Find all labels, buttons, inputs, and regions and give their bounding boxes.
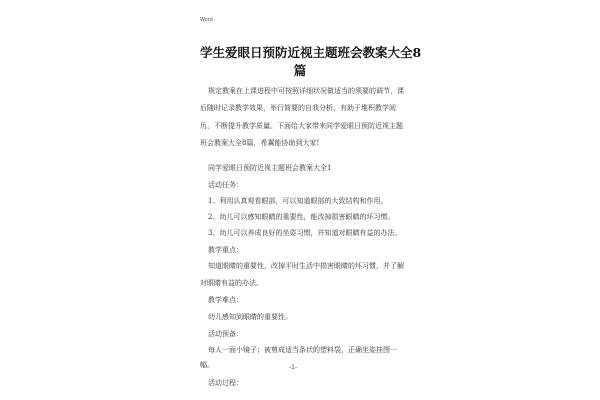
app-tag: Word xyxy=(200,17,213,23)
body-line: 教学难点： xyxy=(208,296,243,304)
body-line: 幅。 xyxy=(200,361,214,369)
body-line: 对眼睛有益的办法。 xyxy=(200,279,263,287)
intro-line: 规定教案在上课进程中可按照详细状况做适当的须要的调节，课 xyxy=(208,87,404,95)
body-line: 2、幼儿可以感知眼睛的重要性，能改掉损害眼睛的坏习惯。 xyxy=(208,213,395,221)
body-line: 教学重点： xyxy=(208,246,243,254)
body-line: 幼儿感知到眼睛的重要性。 xyxy=(208,313,292,321)
body-line: 活动任务： xyxy=(208,181,243,189)
intro-line: 历，不断提升教学质量。下面给大家带来同学爱眼日预防近视主题 xyxy=(200,122,403,130)
body-line: 活动预备： xyxy=(208,330,243,338)
body-line: 1、利用认真观看眼部，可以知道眼部的大致结构和作用。 xyxy=(208,197,388,205)
intro-line: 后随时记录教学效果，举行简要的自我分析，有助于堆积教学阅 xyxy=(200,104,396,112)
page-number: -1- xyxy=(289,364,298,371)
body-line: 知道眼睛的重要性，改掉平时生活中损害眼睛的坏习惯，并了解 xyxy=(208,262,404,270)
title-line-1: 学生爱眼日预防近视主题班会教案大全8 xyxy=(200,45,422,60)
title-line-2: 篇 xyxy=(293,63,307,78)
section-heading: 同学爱眼日预防近视主题班会教案大全1 xyxy=(208,164,332,172)
body-line: 3、幼儿可以养成良好的坐姿习惯，并知道对眼睛有益的办法。 xyxy=(208,229,402,237)
intro-line: 班会教案大全8篇，希翼能协助到大家! xyxy=(200,139,320,147)
body-line: 活动过程： xyxy=(208,379,243,387)
body-line: 每人一面小镜子；被剪成适当条状的塑料袋，正确坐姿挂图一 xyxy=(208,346,397,354)
document-title xyxy=(200,44,422,80)
